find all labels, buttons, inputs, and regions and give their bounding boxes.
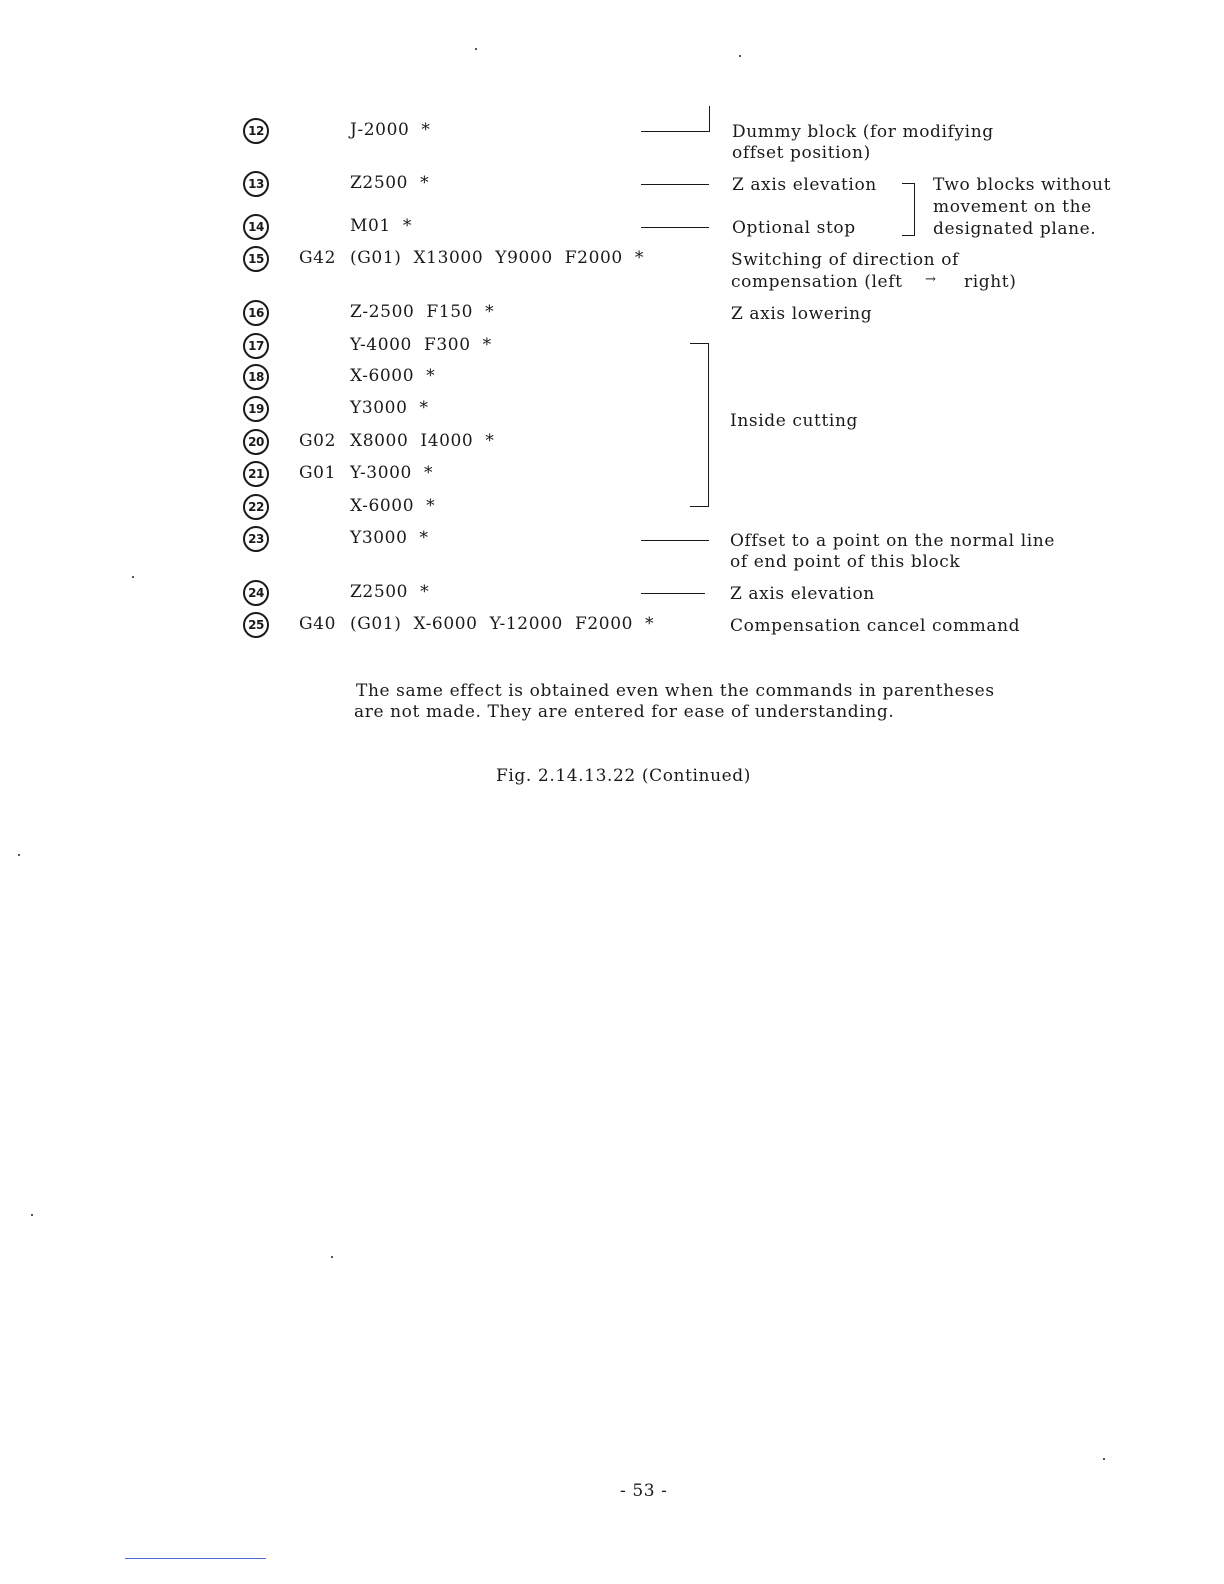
gcode-prefix-15: G42 xyxy=(299,248,337,268)
step-number-14: 14 xyxy=(243,214,269,240)
bracket-13-14-spine xyxy=(914,183,915,236)
command-22: X-6000 * xyxy=(350,496,436,516)
step-number-16: 16 xyxy=(243,300,269,326)
note-24: Z axis elevation xyxy=(730,584,875,604)
note-14: Optional stop xyxy=(732,218,856,238)
note-23-line2: of end point of this block xyxy=(730,552,961,572)
command-13: Z2500 * xyxy=(350,173,430,193)
note-12-line2: offset position) xyxy=(732,143,871,163)
step-number-20: 20 xyxy=(243,429,269,455)
leader-tick-12 xyxy=(709,106,710,132)
gcode-prefix-25: G40 xyxy=(299,614,337,634)
step-number-23: 23 xyxy=(243,526,269,552)
step-number-25: 25 xyxy=(243,612,269,638)
inside-cutting-label: Inside cutting xyxy=(730,411,858,431)
step-number-12: 12 xyxy=(243,118,269,144)
command-14: M01 * xyxy=(350,216,412,236)
bracket-13-14-bottom xyxy=(902,235,915,236)
footnote-line1: The same effect is obtained even when the commands in parentheses xyxy=(356,681,995,701)
command-24: Z2500 * xyxy=(350,582,430,602)
scan-speck xyxy=(739,55,741,57)
command-17: Y-4000 F300 * xyxy=(350,335,492,355)
scan-speck xyxy=(31,1214,33,1216)
scan-speck xyxy=(331,1256,333,1258)
command-20: X8000 I4000 * xyxy=(350,431,495,451)
scan-speck xyxy=(475,48,477,50)
command-18: X-6000 * xyxy=(350,366,436,386)
bracket-note-line2: movement on the xyxy=(933,197,1092,217)
command-16: Z-2500 F150 * xyxy=(350,302,495,322)
scan-speck xyxy=(1103,1458,1105,1460)
footnote-line2: are not made. They are entered for ease of understanding. xyxy=(354,702,895,722)
note-15-line2a: compensation (left xyxy=(731,272,903,292)
leader-line-14 xyxy=(641,227,709,228)
gcode-prefix-21: G01 xyxy=(299,463,337,483)
note-12-line1: Dummy block (for modifying xyxy=(732,122,994,142)
leader-line-24 xyxy=(641,593,705,594)
step-number-18: 18 xyxy=(243,364,269,390)
page-number: - 53 - xyxy=(620,1481,668,1501)
note-23-line1: Offset to a point on the normal line xyxy=(730,531,1056,551)
scan-speck xyxy=(18,854,20,856)
command-25: (G01) X-6000 Y-12000 F2000 * xyxy=(350,614,655,634)
step-number-19: 19 xyxy=(243,396,269,422)
step-number-13: 13 xyxy=(243,171,269,197)
note-15-line1: Switching of direction of xyxy=(731,250,959,270)
bracket-note-line1: Two blocks without xyxy=(933,175,1112,195)
leader-line-23 xyxy=(641,540,709,541)
leader-line-13 xyxy=(641,184,709,185)
step-number-15: 15 xyxy=(243,246,269,272)
note-25: Compensation cancel command xyxy=(730,616,1021,636)
bracket-17-22-bottom xyxy=(690,506,709,507)
bracket-17-22-top xyxy=(690,343,709,344)
gcode-prefix-20: G02 xyxy=(299,431,337,451)
command-12: J-2000 * xyxy=(350,120,431,140)
step-number-22: 22 xyxy=(243,494,269,520)
step-number-17: 17 xyxy=(243,333,269,359)
footer-rule xyxy=(125,1558,266,1559)
leader-line-12 xyxy=(641,131,709,132)
command-23: Y3000 * xyxy=(350,528,429,548)
command-21: Y-3000 * xyxy=(350,463,434,483)
note-13: Z axis elevation xyxy=(732,175,877,195)
step-number-24: 24 xyxy=(243,580,269,606)
command-19: Y3000 * xyxy=(350,398,429,418)
arrow-icon: → xyxy=(925,272,937,287)
bracket-17-22-spine xyxy=(708,343,709,507)
note-16: Z axis lowering xyxy=(731,304,873,324)
figure-caption: Fig. 2.14.13.22 (Continued) xyxy=(496,766,752,786)
note-15-line2b: right) xyxy=(964,272,1017,292)
bracket-note-line3: designated plane. xyxy=(933,219,1097,239)
scan-speck xyxy=(132,576,134,578)
step-number-21: 21 xyxy=(243,461,269,487)
command-15: (G01) X13000 Y9000 F2000 * xyxy=(350,248,644,268)
